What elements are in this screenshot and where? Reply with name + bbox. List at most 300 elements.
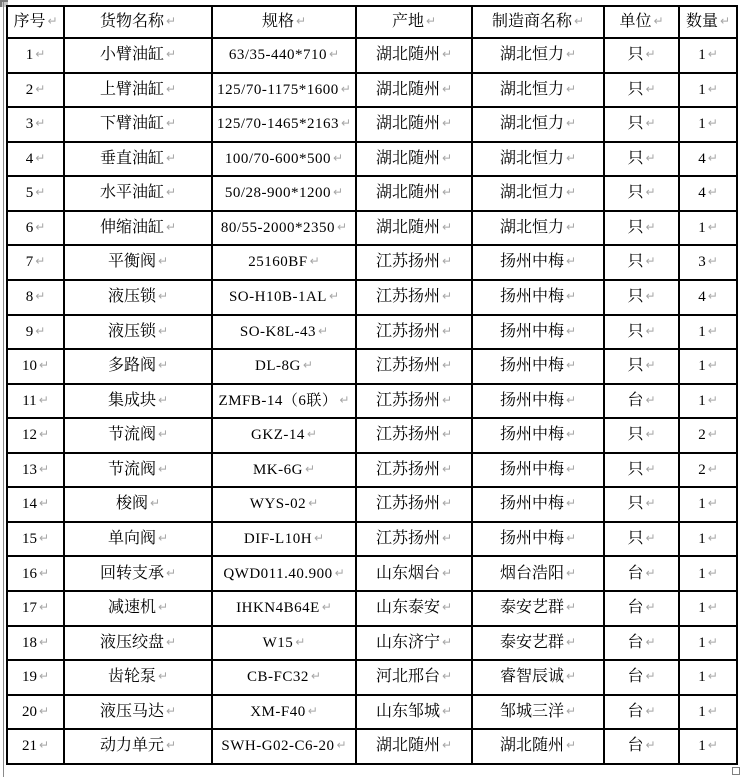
table-row xyxy=(7,729,737,764)
paragraph-mark-icon: ↵ xyxy=(38,392,49,407)
cell-spec[interactable] xyxy=(212,384,356,419)
cell-manufacturer[interactable] xyxy=(472,729,604,764)
cell-spec[interactable] xyxy=(212,487,356,522)
cell-text: 节流阀 xyxy=(107,460,156,478)
header-col-spec[interactable] xyxy=(212,6,356,38)
paragraph-mark-icon: ↵ xyxy=(441,323,453,338)
cell-text: 1 xyxy=(698,219,706,236)
cell-quantity[interactable] xyxy=(679,591,737,626)
cell-text: MK-6G xyxy=(252,461,303,478)
paragraph-mark-icon: ↵ xyxy=(157,323,169,338)
paragraph-mark-icon: ↵ xyxy=(707,47,718,62)
table-row xyxy=(7,626,737,661)
paragraph-mark-icon: ↵ xyxy=(707,738,718,753)
cell-text: 多路阀 xyxy=(107,357,156,375)
paragraph-mark-icon: ↵ xyxy=(565,219,577,234)
cell-spec[interactable] xyxy=(212,591,356,626)
paragraph-mark-icon: ↵ xyxy=(645,703,656,718)
cell-quantity[interactable] xyxy=(679,245,737,280)
paragraph-mark-icon: ↵ xyxy=(565,669,577,684)
cell-goods-name[interactable] xyxy=(64,384,212,419)
cell-origin[interactable] xyxy=(356,695,472,730)
cell-serial[interactable] xyxy=(7,418,64,453)
header-row xyxy=(7,6,737,38)
paragraph-mark-icon: ↵ xyxy=(565,47,577,62)
cell-spec[interactable] xyxy=(212,522,356,557)
cell-serial[interactable] xyxy=(7,384,64,419)
cell-goods-name[interactable] xyxy=(64,38,212,73)
paragraph-mark-icon: ↵ xyxy=(645,323,656,338)
cell-text: 80/55-2000*2350 xyxy=(220,219,336,236)
cell-serial[interactable] xyxy=(7,38,64,73)
paragraph-mark-icon: ↵ xyxy=(165,565,177,580)
cell-text: 只 xyxy=(627,184,644,202)
cell-text: 2 xyxy=(25,81,34,98)
cell-quantity[interactable] xyxy=(679,280,737,315)
cell-unit[interactable] xyxy=(604,349,679,384)
paragraph-mark-icon: ↵ xyxy=(565,358,577,373)
cell-text: 泰安艺群 xyxy=(499,633,564,651)
cell-text: 节流阀 xyxy=(107,426,156,444)
cell-quantity[interactable] xyxy=(679,729,737,764)
cell-origin[interactable] xyxy=(356,660,472,695)
cell-text: 液压锁 xyxy=(107,288,156,306)
cell-unit[interactable] xyxy=(604,315,679,350)
paragraph-mark-icon: ↵ xyxy=(35,185,46,200)
cell-serial[interactable] xyxy=(7,556,64,591)
cell-unit[interactable] xyxy=(604,522,679,557)
cell-serial[interactable] xyxy=(7,729,64,764)
cell-text: 只 xyxy=(627,357,644,375)
paragraph-mark-icon: ↵ xyxy=(653,13,664,28)
cell-text: 山东邹城 xyxy=(375,702,440,720)
cell-origin[interactable] xyxy=(356,280,472,315)
cell-serial[interactable] xyxy=(7,522,64,557)
cell-text: 动力单元 xyxy=(99,737,164,755)
table-row xyxy=(7,384,737,419)
cell-quantity[interactable] xyxy=(679,142,737,177)
paragraph-mark-icon: ↵ xyxy=(38,600,50,615)
cell-unit[interactable] xyxy=(604,73,679,108)
paragraph-mark-icon: ↵ xyxy=(645,47,656,62)
paragraph-mark-icon: ↵ xyxy=(165,738,177,753)
paragraph-mark-icon: ↵ xyxy=(321,600,332,615)
cell-manufacturer[interactable] xyxy=(472,176,604,211)
cell-unit[interactable] xyxy=(604,626,679,661)
cell-text: 平衡阀 xyxy=(107,253,156,271)
cell-text: 只 xyxy=(627,80,644,98)
paragraph-mark-icon: ↵ xyxy=(441,669,453,684)
cell-goods-name[interactable] xyxy=(64,591,212,626)
paragraph-mark-icon: ↵ xyxy=(318,323,329,338)
cell-spec[interactable] xyxy=(212,729,356,764)
cell-goods-name[interactable] xyxy=(64,695,212,730)
cell-origin[interactable] xyxy=(356,211,472,246)
paragraph-mark-icon: ↵ xyxy=(38,427,50,442)
cell-quantity[interactable] xyxy=(679,176,737,211)
cell-quantity[interactable] xyxy=(679,315,737,350)
paragraph-mark-icon: ↵ xyxy=(336,738,347,753)
cell-unit[interactable] xyxy=(604,176,679,211)
paragraph-mark-icon: ↵ xyxy=(645,600,656,615)
cell-text: 8 xyxy=(25,289,34,306)
cell-unit[interactable] xyxy=(604,418,679,453)
cell-text: DIF-L10H xyxy=(243,530,313,547)
cell-spec[interactable] xyxy=(212,453,356,488)
cell-text: 17 xyxy=(21,600,37,617)
cell-unit[interactable] xyxy=(604,245,679,280)
header-col-goods-name[interactable] xyxy=(64,6,212,38)
cell-text: 齿轮泵 xyxy=(107,668,156,686)
cell-serial[interactable] xyxy=(7,280,64,315)
cell-serial[interactable] xyxy=(7,315,64,350)
header-col-manufacturer[interactable] xyxy=(472,6,604,38)
cell-goods-name[interactable] xyxy=(64,453,212,488)
cell-origin[interactable] xyxy=(356,522,472,557)
cell-text: 液压绞盘 xyxy=(99,633,164,651)
paragraph-mark-icon: ↵ xyxy=(35,47,46,62)
cell-manufacturer[interactable] xyxy=(472,73,604,108)
paragraph-mark-icon: ↵ xyxy=(645,358,656,373)
cell-goods-name[interactable] xyxy=(64,660,212,695)
cell-origin[interactable] xyxy=(356,487,472,522)
cell-unit[interactable] xyxy=(604,729,679,764)
cell-goods-name[interactable] xyxy=(64,245,212,280)
cell-quantity[interactable] xyxy=(679,384,737,419)
cell-unit[interactable] xyxy=(604,487,679,522)
cell-origin[interactable] xyxy=(356,384,472,419)
paragraph-mark-icon: ↵ xyxy=(38,669,50,684)
cell-text: 江苏扬州 xyxy=(375,495,440,513)
cell-quantity[interactable] xyxy=(679,453,737,488)
cell-goods-name[interactable] xyxy=(64,729,212,764)
paragraph-mark-icon: ↵ xyxy=(441,81,453,96)
cell-manufacturer[interactable] xyxy=(472,280,604,315)
cell-origin[interactable] xyxy=(356,453,472,488)
paragraph-mark-icon: ↵ xyxy=(441,219,453,234)
cell-manufacturer[interactable] xyxy=(472,211,604,246)
paragraph-mark-icon: ↵ xyxy=(441,427,453,442)
cell-text: 江苏扬州 xyxy=(375,322,440,340)
header-label: 单位 xyxy=(619,12,652,30)
cell-unit[interactable] xyxy=(604,695,679,730)
cell-text: 1 xyxy=(698,323,706,340)
cell-origin[interactable] xyxy=(356,315,472,350)
cell-spec[interactable] xyxy=(212,73,356,108)
paragraph-mark-icon: ↵ xyxy=(165,150,177,165)
paragraph-mark-icon: ↵ xyxy=(165,634,177,649)
cell-text: 1 xyxy=(698,496,706,513)
cell-unit[interactable] xyxy=(604,107,679,142)
cell-manufacturer[interactable] xyxy=(472,695,604,730)
cell-quantity[interactable] xyxy=(679,73,737,108)
paragraph-mark-icon: ↵ xyxy=(707,323,718,338)
paragraph-mark-icon: ↵ xyxy=(441,392,453,407)
cell-text: 1 xyxy=(698,358,706,375)
paragraph-mark-icon: ↵ xyxy=(707,81,718,96)
cell-spec[interactable] xyxy=(212,280,356,315)
table-resize-handle[interactable] xyxy=(732,767,740,775)
cell-quantity[interactable] xyxy=(679,695,737,730)
header-col-origin[interactable] xyxy=(356,6,472,38)
cell-serial[interactable] xyxy=(7,142,64,177)
header-col-serial[interactable] xyxy=(7,6,64,38)
cell-serial[interactable] xyxy=(7,695,64,730)
cell-quantity[interactable] xyxy=(679,626,737,661)
cell-unit[interactable] xyxy=(604,384,679,419)
cell-manufacturer[interactable] xyxy=(472,107,604,142)
cell-text: 只 xyxy=(627,322,644,340)
cell-manufacturer[interactable] xyxy=(472,245,604,280)
cell-goods-name[interactable] xyxy=(64,142,212,177)
cell-unit[interactable] xyxy=(604,38,679,73)
header-label: 产地 xyxy=(391,12,424,30)
cell-serial[interactable] xyxy=(7,453,64,488)
cell-unit[interactable] xyxy=(604,660,679,695)
cell-spec[interactable] xyxy=(212,107,356,142)
cell-origin[interactable] xyxy=(356,729,472,764)
paragraph-mark-icon: ↵ xyxy=(157,669,169,684)
cell-origin[interactable] xyxy=(356,349,472,384)
cell-spec[interactable] xyxy=(212,142,356,177)
cell-text: 1 xyxy=(698,392,706,409)
cell-serial[interactable] xyxy=(7,211,64,246)
paragraph-mark-icon: ↵ xyxy=(441,254,453,269)
cell-text: 3 xyxy=(698,254,706,271)
cell-origin[interactable] xyxy=(356,73,472,108)
paragraph-mark-icon: ↵ xyxy=(645,392,656,407)
cell-quantity[interactable] xyxy=(679,418,737,453)
paragraph-mark-icon: ↵ xyxy=(35,254,46,269)
cell-quantity[interactable] xyxy=(679,107,737,142)
cell-text: 回转支承 xyxy=(99,564,164,582)
paragraph-mark-icon: ↵ xyxy=(707,461,718,476)
paragraph-mark-icon: ↵ xyxy=(165,116,177,131)
header-label: 规格 xyxy=(261,12,294,30)
cell-text: 台 xyxy=(627,564,644,582)
cell-text: 1 xyxy=(698,738,706,755)
cell-manufacturer[interactable] xyxy=(472,349,604,384)
cell-serial[interactable] xyxy=(7,487,64,522)
cell-manufacturer[interactable] xyxy=(472,556,604,591)
paragraph-mark-icon: ↵ xyxy=(165,185,177,200)
paragraph-mark-icon: ↵ xyxy=(707,219,718,234)
paragraph-mark-icon: ↵ xyxy=(707,565,718,580)
cell-text: 集成块 xyxy=(107,391,156,409)
cell-unit[interactable] xyxy=(604,211,679,246)
paragraph-mark-icon: ↵ xyxy=(441,703,453,718)
table-row xyxy=(7,176,737,211)
cell-origin[interactable] xyxy=(356,591,472,626)
cell-goods-name[interactable] xyxy=(64,176,212,211)
cell-text: 1 xyxy=(698,669,706,686)
paragraph-mark-icon: ↵ xyxy=(302,358,313,373)
paragraph-mark-icon: ↵ xyxy=(425,13,437,28)
cell-manufacturer[interactable] xyxy=(472,626,604,661)
cell-text: 只 xyxy=(627,495,644,513)
cell-text: 湖北恒力 xyxy=(499,115,564,133)
cell-text: 江苏扬州 xyxy=(375,460,440,478)
cell-spec[interactable] xyxy=(212,245,356,280)
cell-goods-name[interactable] xyxy=(64,556,212,591)
cell-manufacturer[interactable] xyxy=(472,384,604,419)
cell-origin[interactable] xyxy=(356,626,472,661)
paragraph-mark-icon: ↵ xyxy=(645,565,656,580)
cell-manufacturer[interactable] xyxy=(472,142,604,177)
cell-unit[interactable] xyxy=(604,453,679,488)
cell-serial[interactable] xyxy=(7,349,64,384)
header-col-unit[interactable] xyxy=(604,6,679,38)
cell-goods-name[interactable] xyxy=(64,626,212,661)
cell-text: 2 xyxy=(698,461,706,478)
cell-quantity[interactable] xyxy=(679,349,737,384)
cell-text: QWD011.40.900 xyxy=(223,565,333,582)
cell-text: 湖北随州 xyxy=(375,737,440,755)
cell-text: 睿智辰诚 xyxy=(499,668,564,686)
cell-spec[interactable] xyxy=(212,38,356,73)
paragraph-mark-icon: ↵ xyxy=(441,600,453,615)
cell-goods-name[interactable] xyxy=(64,418,212,453)
cell-spec[interactable] xyxy=(212,176,356,211)
paragraph-mark-icon: ↵ xyxy=(441,47,453,62)
cell-goods-name[interactable] xyxy=(64,522,212,557)
cell-manufacturer[interactable] xyxy=(472,660,604,695)
cell-goods-name[interactable] xyxy=(64,73,212,108)
table-row xyxy=(7,315,737,350)
cell-unit[interactable] xyxy=(604,556,679,591)
cell-manufacturer[interactable] xyxy=(472,487,604,522)
cell-text: 湖北恒力 xyxy=(499,46,564,64)
table-row xyxy=(7,522,737,557)
cell-unit[interactable] xyxy=(604,142,679,177)
text-boundary-line xyxy=(3,2,4,777)
cell-goods-name[interactable] xyxy=(64,349,212,384)
paragraph-mark-icon: ↵ xyxy=(441,185,453,200)
table-row xyxy=(7,453,737,488)
paragraph-mark-icon: ↵ xyxy=(441,530,453,545)
paragraph-mark-icon: ↵ xyxy=(38,496,50,511)
cell-manufacturer[interactable] xyxy=(472,38,604,73)
cell-manufacturer[interactable] xyxy=(472,453,604,488)
cell-text: 湖北随州 xyxy=(375,80,440,98)
cell-text: 1 xyxy=(698,116,706,133)
cell-goods-name[interactable] xyxy=(64,211,212,246)
cell-text: 台 xyxy=(627,633,644,651)
cell-origin[interactable] xyxy=(356,107,472,142)
cell-origin[interactable] xyxy=(356,176,472,211)
cell-unit[interactable] xyxy=(604,280,679,315)
cell-quantity[interactable] xyxy=(679,660,737,695)
cell-text: 江苏扬州 xyxy=(375,426,440,444)
paragraph-mark-icon: ↵ xyxy=(707,703,718,718)
cell-text: 台 xyxy=(627,737,644,755)
cell-origin[interactable] xyxy=(356,142,472,177)
paragraph-mark-icon: ↵ xyxy=(295,13,307,28)
cell-text: 湖北恒力 xyxy=(499,184,564,202)
cell-quantity[interactable] xyxy=(679,211,737,246)
cell-text: 只 xyxy=(627,288,644,306)
cell-origin[interactable] xyxy=(356,418,472,453)
cell-goods-name[interactable] xyxy=(64,280,212,315)
paragraph-mark-icon: ↵ xyxy=(645,530,656,545)
cell-quantity[interactable] xyxy=(679,522,737,557)
cell-text: 63/35-440*710 xyxy=(228,47,328,64)
cell-manufacturer[interactable] xyxy=(472,418,604,453)
cell-goods-name[interactable] xyxy=(64,315,212,350)
cell-text: 泰安艺群 xyxy=(499,599,564,617)
cell-spec[interactable] xyxy=(212,211,356,246)
cell-text: IHKN4B64E xyxy=(236,600,320,617)
table-row xyxy=(7,280,737,315)
cell-quantity[interactable] xyxy=(679,556,737,591)
cell-serial[interactable] xyxy=(7,591,64,626)
cell-unit[interactable] xyxy=(604,591,679,626)
cell-quantity[interactable] xyxy=(679,487,737,522)
paragraph-mark-icon: ↵ xyxy=(38,703,50,718)
cell-text: SWH-G02-C6-20 xyxy=(221,738,335,755)
cell-serial[interactable] xyxy=(7,176,64,211)
cell-spec[interactable] xyxy=(212,418,356,453)
cell-text: 只 xyxy=(627,218,644,236)
paragraph-mark-icon: ↵ xyxy=(157,392,169,407)
cell-text: 湖北恒力 xyxy=(499,149,564,167)
cell-text: 扬州中梅 xyxy=(499,322,564,340)
paragraph-mark-icon: ↵ xyxy=(35,219,46,234)
paragraph-mark-icon: ↵ xyxy=(707,254,718,269)
cell-origin[interactable] xyxy=(356,556,472,591)
cell-goods-name[interactable] xyxy=(64,107,212,142)
cell-serial[interactable] xyxy=(7,245,64,280)
paragraph-mark-icon: ↵ xyxy=(565,703,577,718)
cell-spec[interactable] xyxy=(212,315,356,350)
cell-serial[interactable] xyxy=(7,660,64,695)
cell-text: 1 xyxy=(698,703,706,720)
paragraph-mark-icon: ↵ xyxy=(35,81,46,96)
paragraph-mark-icon: ↵ xyxy=(565,738,577,753)
cell-text: 6 xyxy=(25,219,34,236)
cell-manufacturer[interactable] xyxy=(472,315,604,350)
cell-quantity[interactable] xyxy=(679,38,737,73)
cell-manufacturer[interactable] xyxy=(472,591,604,626)
cell-origin[interactable] xyxy=(356,245,472,280)
paragraph-mark-icon: ↵ xyxy=(304,461,316,476)
header-col-quantity[interactable] xyxy=(679,6,737,38)
cell-text: 5 xyxy=(25,185,34,202)
cell-serial[interactable] xyxy=(7,73,64,108)
cell-text: ZMFB-14（6联） xyxy=(218,392,338,409)
table-row xyxy=(7,245,737,280)
cell-spec[interactable] xyxy=(212,695,356,730)
cell-serial[interactable] xyxy=(7,107,64,142)
cell-text: 4 xyxy=(698,289,706,306)
paragraph-mark-icon: ↵ xyxy=(441,289,453,304)
cell-spec[interactable] xyxy=(212,349,356,384)
cell-spec[interactable] xyxy=(212,556,356,591)
paragraph-mark-icon: ↵ xyxy=(328,289,340,304)
cell-serial[interactable] xyxy=(7,626,64,661)
cell-goods-name[interactable] xyxy=(64,487,212,522)
cell-text: 16 xyxy=(21,565,37,582)
paragraph-mark-icon: ↵ xyxy=(565,116,577,131)
paragraph-mark-icon: ↵ xyxy=(341,116,352,131)
paragraph-mark-icon: ↵ xyxy=(307,703,318,718)
cell-text: 湖北随州 xyxy=(375,115,440,133)
cell-manufacturer[interactable] xyxy=(472,522,604,557)
cell-spec[interactable] xyxy=(212,660,356,695)
cell-text: 1 xyxy=(698,634,706,651)
cell-origin[interactable] xyxy=(356,38,472,73)
cell-spec[interactable] xyxy=(212,626,356,661)
